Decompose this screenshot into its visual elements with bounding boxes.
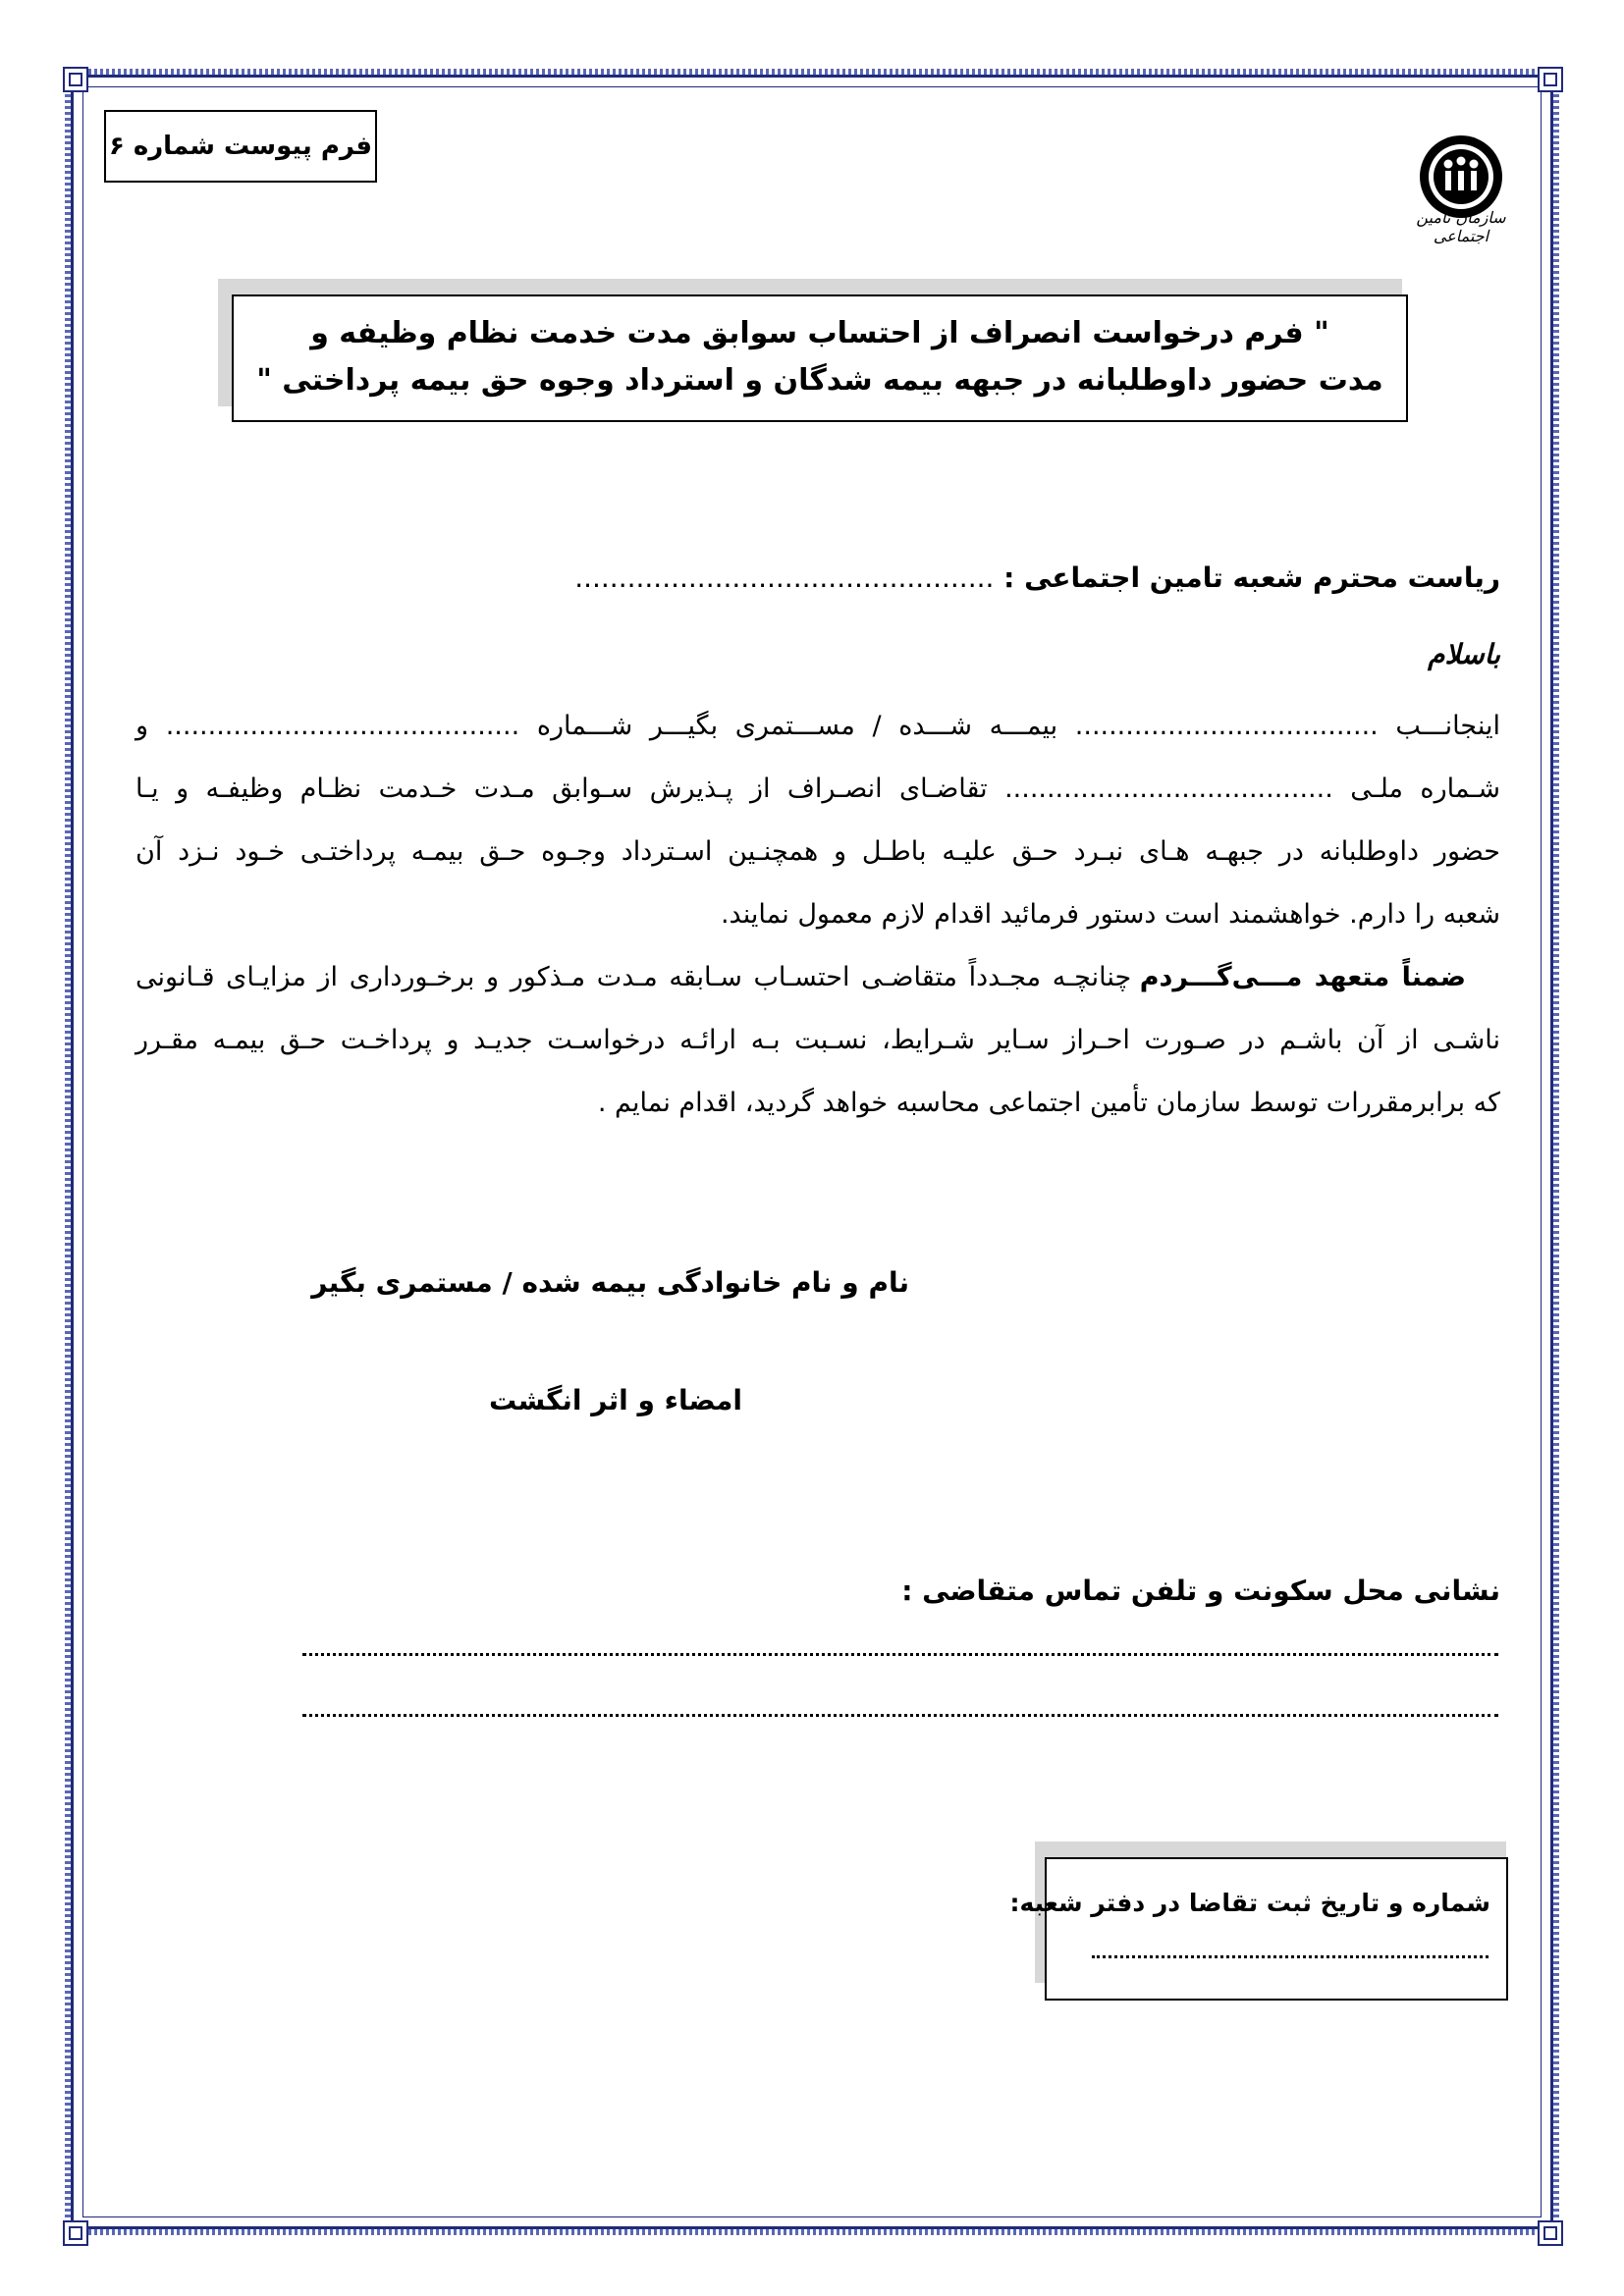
border-bottom-strip [82,2229,1542,2235]
corner-ornament-bottom-left [63,2220,88,2246]
address-line-1[interactable] [302,1653,1498,1656]
corner-ornament-top-right [1538,67,1563,92]
address-line-2[interactable] [302,1714,1498,1717]
corner-ornament-bottom-right [1538,2220,1563,2246]
form-title-line-1: " فرم درخواست انصراف از احتساب سوابق مدت خدمت نظام وظیفه و [310,316,1329,350]
greeting: باسلام [1428,638,1500,670]
form-title-line-2: مدت حضور داوطلبانه در جبهه بیمه شدگان و استرداد وجوه حق بیمه پرداختی " [256,363,1383,398]
registration-blank[interactable] [1092,1955,1489,1958]
request-line-3: حضور داوطلبانه در جبهـه هـای نبـرد حـق علیـه باطـل و همچنـین اسـترداد وجـوه حـق بیمـه پرداختـی خـود نـزد آن [135,836,1500,867]
form-title-box [232,294,1408,422]
applicant-name-label: نام و نام خانوادگی بیمه شده / مستمری بگیر [311,1266,909,1299]
address-phone-label: نشانی محل سکونت و تلفن تماس متقاضی : [901,1575,1500,1607]
salutation-line [574,561,1500,594]
signature-fingerprint-label: امضاء و اثر انگشت [488,1384,742,1416]
border-right-strip [1553,86,1559,2217]
org-logo-caption: سازمان تأمین اجتماعی [1416,208,1506,245]
commitment-line-1-rest: چنانچـه مجـدداً متقاضـی احتسـاب سـابقه مـدت مـذکور و برخـورداری از مزایـای قـانونی [135,962,1140,992]
commitment-line-1 [135,946,1500,1009]
registration-box [1009,1857,1508,2001]
commitment-paragraph [135,946,1500,1135]
salutation-text: ریاست محترم شعبه تامین اجتماعی : [994,561,1500,594]
commitment-lead: ضمناً متعهد مـــی‌گـــردم [1139,962,1467,992]
request-paragraph [135,695,1500,946]
branch-name-blank: ................................................ [574,561,995,594]
request-line-4: شعبه را دارم. خواهشمند است دستور فرمائید اقدام لازم معمول نمایند. [720,899,1500,930]
request-line-2: شـماره ملـی ....................................... تقاضـای انصـراف از پـذیرش سـوابق مـدت خـدمت نظـام وظیفـه و یـا [135,774,1500,804]
commitment-line-2: ناشـی از آن باشـم در صـورت احـراز سـایر شـرایط، نسـبت بـه ارائـه درخواسـت جدیـد و پرداخـت حـق بیمـه مقـرر [135,1025,1500,1055]
attachment-number-box: فرم پیوست شماره ۶ [104,110,377,183]
corner-ornament-top-left [63,67,88,92]
registration-label: شماره و تاریخ ثبت تقاضا در دفتر شعبه: [1009,1889,1490,1917]
commitment-line-3: که برابرمقررات توسط سازمان تأمین اجتماعی محاسبه خواهد گردید، اقدام نمایم . [597,1088,1500,1118]
request-line-1: اینجانـــب .................................... بیمـــه شـــده / مســـتمری بگیـــر شـــماره .......................................... و [135,711,1500,741]
